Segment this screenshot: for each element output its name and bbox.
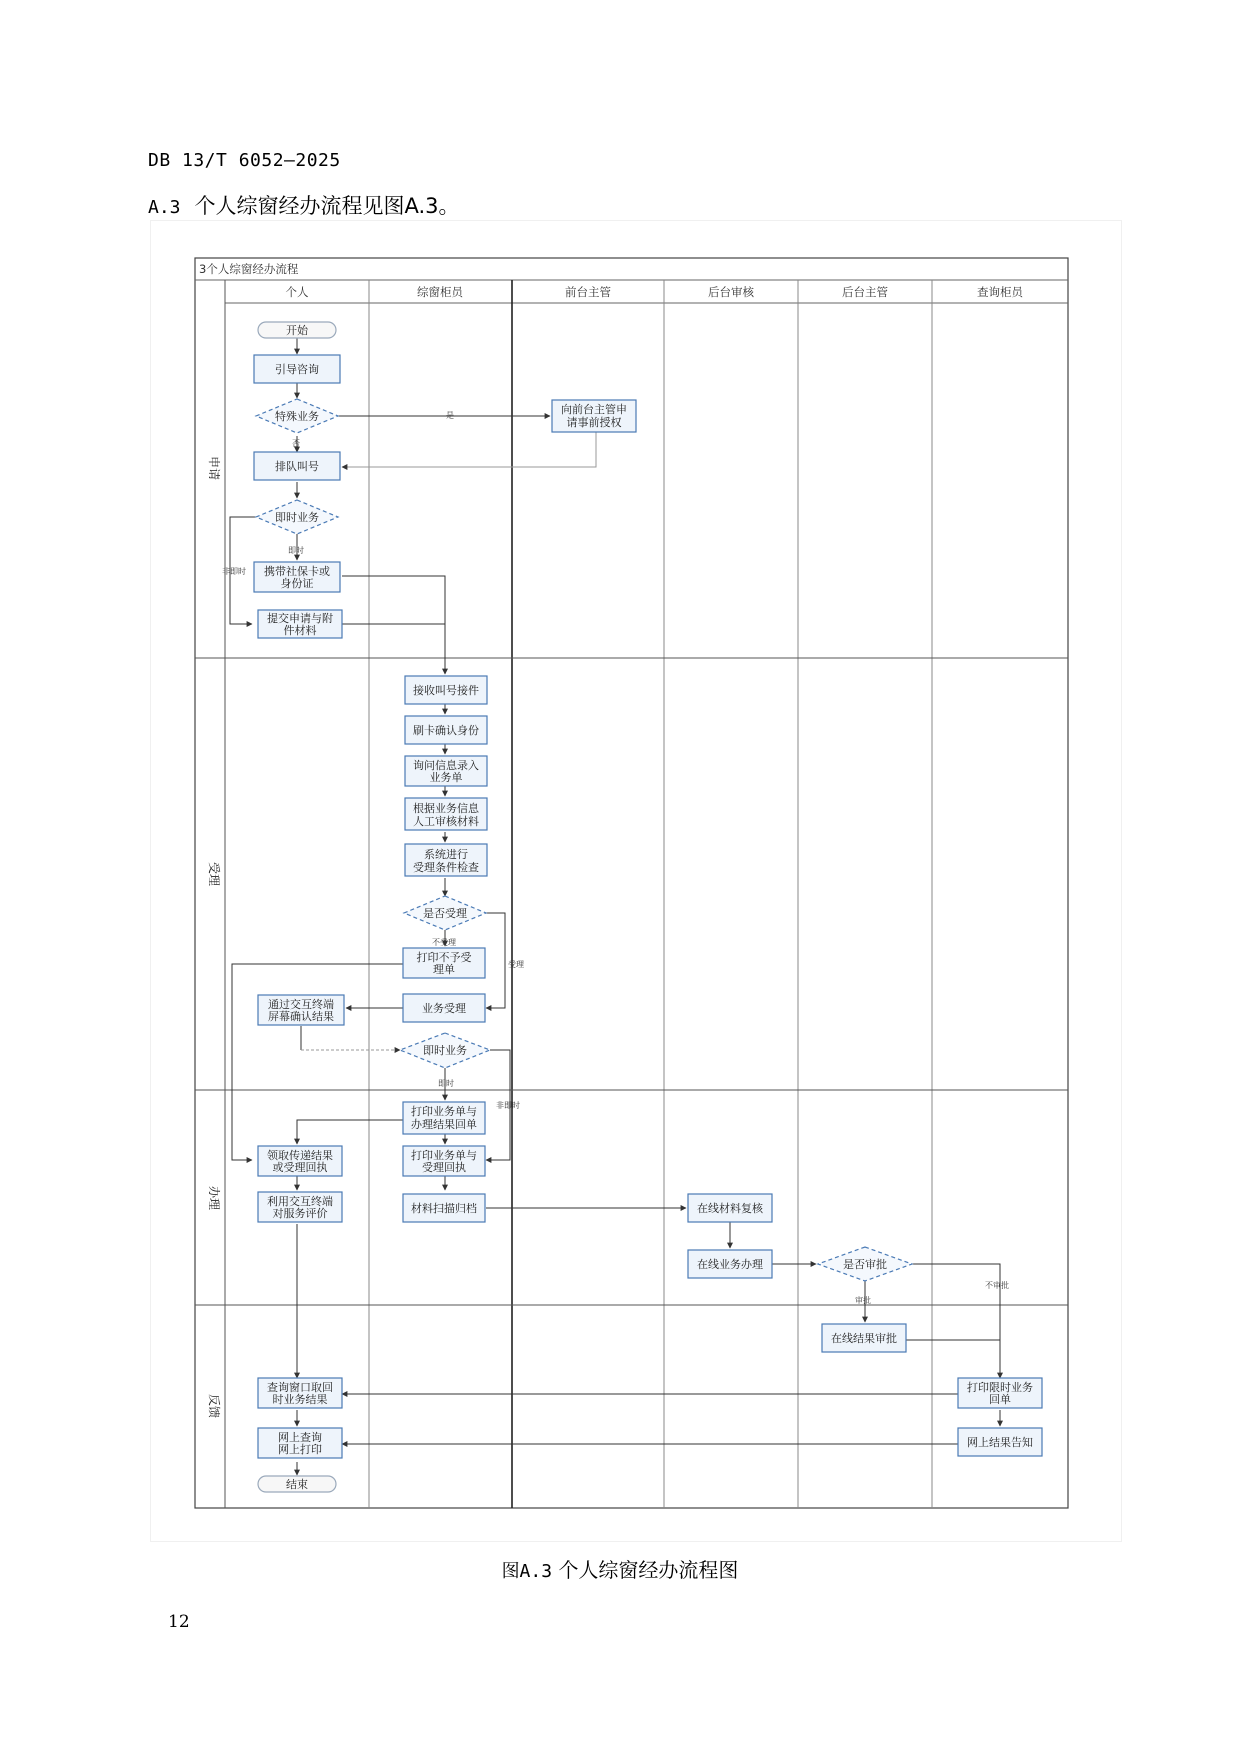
start-label: 开始 bbox=[286, 324, 308, 337]
figure-number: 图A.3 bbox=[501, 1561, 553, 1582]
window-result-label-1: 查询窗口取回 bbox=[267, 1381, 333, 1394]
terminal-label-2: 屏幕确认结果 bbox=[268, 1010, 334, 1023]
edge-label-no: 否 bbox=[292, 439, 300, 448]
print-business-label-1: 打印业务单与 bbox=[411, 1105, 477, 1118]
phase-accept: 受理 bbox=[207, 861, 221, 887]
column-counter-clerk: 综窗柜员 bbox=[417, 285, 463, 299]
verify-label-1: 根据业务信息 bbox=[413, 802, 479, 815]
finish-notice-label: 网上结果告知 bbox=[967, 1436, 1033, 1449]
evaluate-label-1: 利用交互终端 bbox=[267, 1195, 333, 1208]
page-number: 12 bbox=[168, 1612, 190, 1632]
enter-info-label-1: 询问信息录入 bbox=[413, 759, 479, 772]
special-label: 特殊业务 bbox=[275, 410, 319, 423]
approve-label: 在线结果审批 bbox=[831, 1332, 897, 1345]
system-check-label-1: 系统进行 bbox=[424, 848, 468, 861]
get-result-label-2: 或受理回执 bbox=[272, 1161, 328, 1174]
edge-label-approval: 审批 bbox=[855, 1296, 871, 1305]
reject-label-1: 打印不予受 bbox=[416, 951, 472, 964]
edge-label-non-instant-1: 非即时 bbox=[222, 567, 246, 576]
online-label-2: 网上打印 bbox=[278, 1443, 322, 1456]
figure-title: 个人综窗经办流程图 bbox=[558, 1558, 739, 1582]
verify-label-2: 人工审核材料 bbox=[413, 815, 479, 828]
submit-label-2: 件材料 bbox=[283, 624, 317, 637]
phase-apply: 申请 bbox=[207, 455, 221, 481]
column-front-manager: 前台主管 bbox=[565, 285, 611, 299]
swipe-label-2: 身份证 bbox=[280, 577, 314, 590]
get-result-label-1: 领取传递结果 bbox=[267, 1149, 333, 1162]
edge-label-instant-2: 即时 bbox=[438, 1079, 454, 1088]
column-query-clerk: 查询柜员 bbox=[977, 285, 1023, 299]
print-receipt-label-2: 受理回执 bbox=[422, 1161, 466, 1174]
edge-label-not-accepted: 不受理 bbox=[432, 938, 456, 947]
submit-label-1: 提交申请与附 bbox=[267, 612, 333, 625]
receive-label: 接收叫号接件 bbox=[413, 684, 479, 697]
consult-label: 引导咨询 bbox=[275, 363, 319, 376]
print-business-label-2: 办理结果回单 bbox=[411, 1118, 477, 1131]
edge-label-yes: 是 bbox=[446, 411, 454, 420]
evaluate-label-2: 对服务评价 bbox=[272, 1207, 328, 1220]
archive-label: 材料扫描归档 bbox=[411, 1202, 477, 1215]
phase-handle: 办理 bbox=[207, 1185, 221, 1211]
enter-info-label-2: 业务单 bbox=[429, 771, 463, 784]
print-notice-label-2: 回单 bbox=[989, 1393, 1011, 1406]
diagram-title: 3个人综窗经办流程 bbox=[199, 262, 299, 276]
column-individual: 个人 bbox=[285, 285, 309, 299]
column-back-manager: 后台主管 bbox=[842, 285, 888, 299]
diagram-border bbox=[195, 258, 1068, 1508]
online-label-1: 网上查询 bbox=[278, 1431, 322, 1444]
edge-label-non-instant-2: 非即时 bbox=[496, 1101, 520, 1110]
apply-manager-label-2: 请事前授权 bbox=[566, 416, 622, 429]
print-notice-label-1: 打印限时业务 bbox=[967, 1381, 1033, 1394]
handle-label: 在线业务办理 bbox=[697, 1258, 763, 1271]
section-number: A.3 bbox=[148, 197, 181, 218]
window-result-label-2: 时业务结果 bbox=[272, 1393, 328, 1406]
accept-label: 业务受理 bbox=[422, 1002, 466, 1015]
apply-manager-label-1: 向前台主管申 bbox=[561, 403, 627, 416]
reject-label-2: 理单 bbox=[433, 963, 455, 976]
terminal-label-1: 通过交互终端 bbox=[268, 998, 334, 1011]
review-label: 在线材料复核 bbox=[697, 1202, 763, 1215]
column-back-review: 后台审核 bbox=[708, 285, 754, 299]
edge-label-instant-1: 即时 bbox=[288, 546, 304, 555]
section-text: 个人综窗经办流程见图A.3。 bbox=[194, 194, 460, 218]
figure-caption bbox=[0, 1554, 1240, 1583]
instant-label-2: 即时业务 bbox=[423, 1044, 467, 1057]
queue-label: 排队叫号 bbox=[275, 460, 319, 473]
edge-label-no-approval: 不审批 bbox=[985, 1281, 1009, 1290]
document-code: DB 13/T 6052—2025 bbox=[148, 150, 341, 171]
accept-question-label: 是否受理 bbox=[423, 907, 467, 920]
phase-feedback: 反馈 bbox=[207, 1393, 221, 1419]
swipe-label-1: 携带社保卡或 bbox=[264, 565, 330, 578]
instant-label-1: 即时业务 bbox=[275, 511, 319, 524]
swipe-confirm-label: 刷卡确认身份 bbox=[413, 724, 479, 737]
end-label: 结束 bbox=[286, 1478, 308, 1491]
edge-label-accepted: 受理 bbox=[508, 960, 524, 969]
print-receipt-label-1: 打印业务单与 bbox=[411, 1149, 477, 1162]
approve-question-label: 是否审批 bbox=[843, 1258, 887, 1271]
system-check-label-2: 受理条件检查 bbox=[413, 861, 479, 874]
